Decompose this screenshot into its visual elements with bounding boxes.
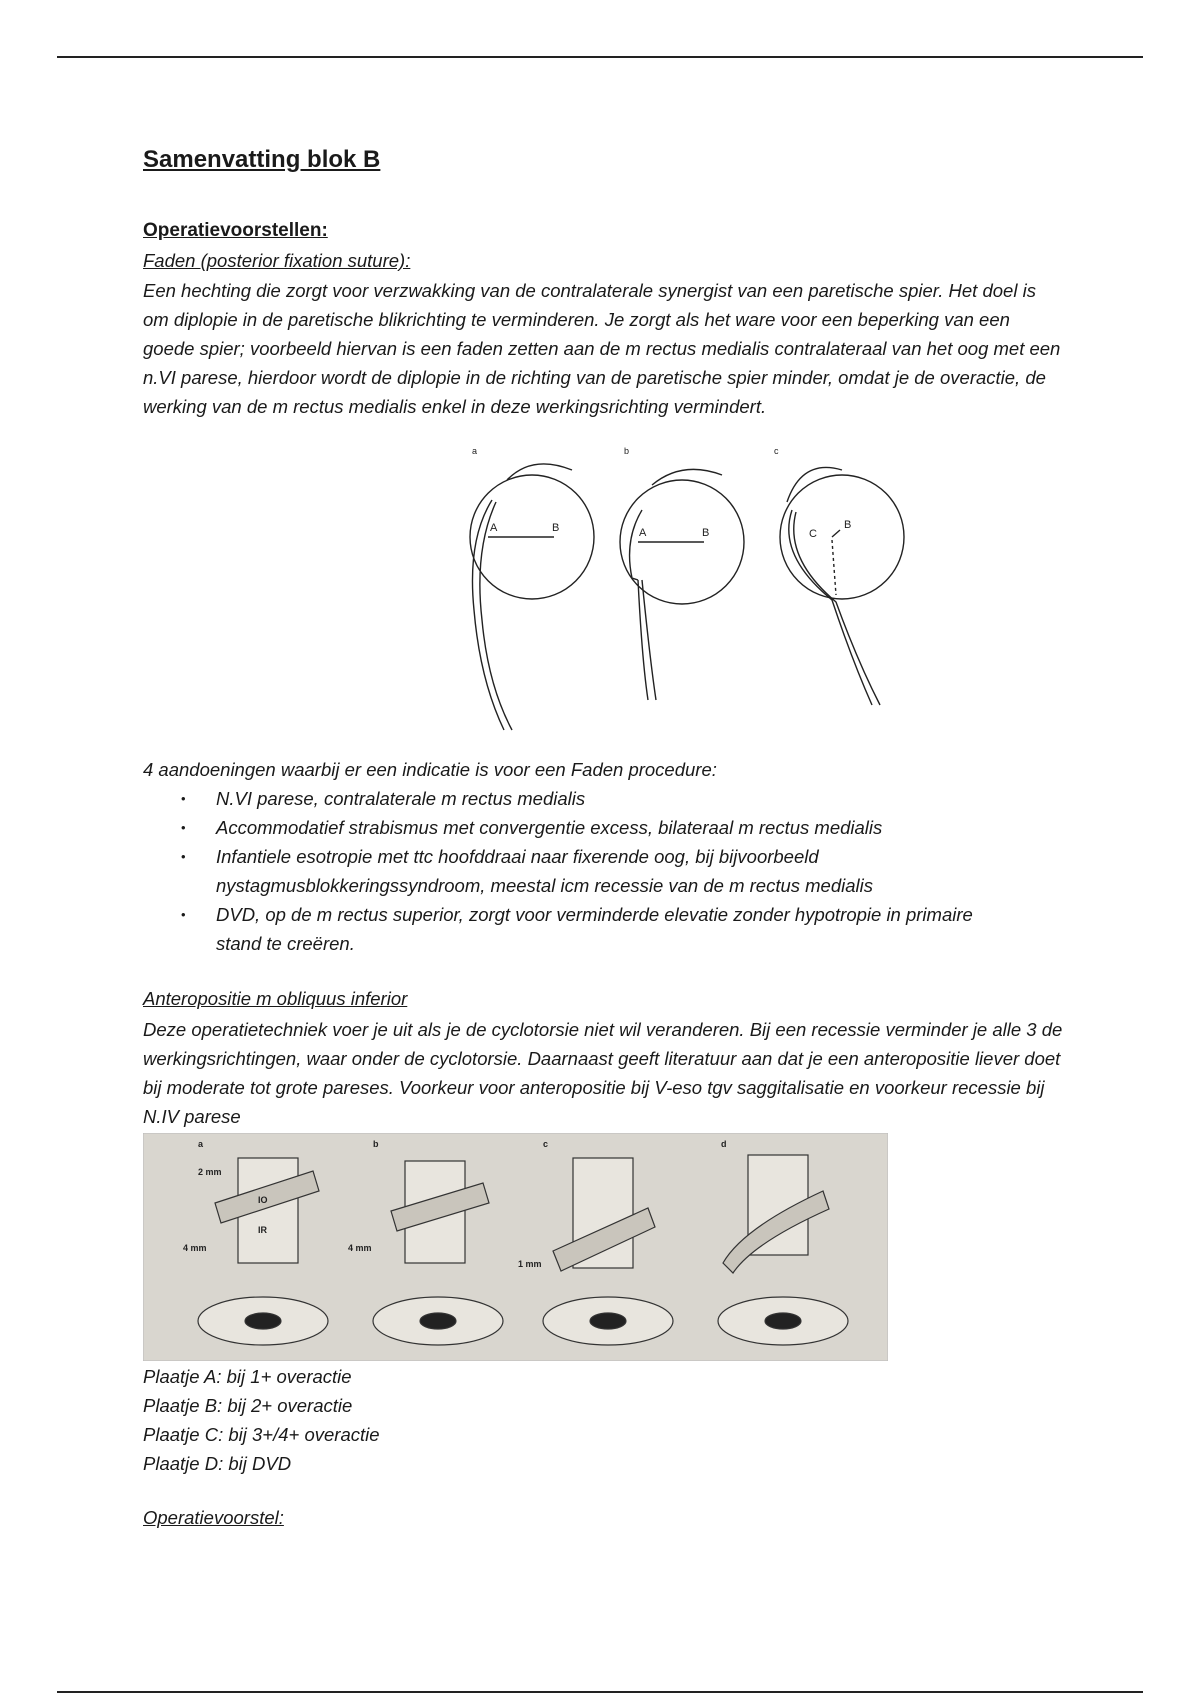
list-item: • N.VI parese, contralaterale m rectus medialis (143, 784, 983, 813)
faden-heading: Faden (posterior fixation suture): (143, 250, 411, 271)
panel-label-c: c (543, 1139, 549, 1149)
plaatje-caption: Plaatje C: bij 3+/4+ overactie (143, 1424, 380, 1445)
list-item: • Infantiele esotropie met ttc hoofddraai naar fixerende oog, bij bijvoorbeeld nystagmusblokkeringssyndroom, meestal icm recessie van de m rectus medialis (143, 842, 983, 900)
point-label-b1: A (639, 527, 647, 539)
muscle-c1 (789, 510, 872, 705)
panel-label-c: c (774, 446, 779, 456)
dim-label-2mm: 2 mm (198, 1167, 222, 1177)
plaatje-caption: Plaatje B: bij 2+ overactie (143, 1395, 353, 1416)
plaatje-caption: Plaatje D: bij DVD (143, 1453, 292, 1474)
muscle-a1 (472, 500, 504, 730)
point-label-a1: A (490, 522, 498, 534)
ir-label: IR (258, 1225, 267, 1235)
anteropositie-paragraph: Deze operatietechniek voer je uit als je de cyclotorsie niet wil veranderen. Bij een recessie verminder je alle 3 de werkingsrichtingen, waar onder de cyclotorsie. Daarnaast geeft literatuur aan dat je een anteropositie liever doet bij moderate tot grote pareses. Voorkeur voor anteropositie bij V-eso tgv saggitalisatie en voorkeur recessie bij N.IV parese (143, 1019, 1063, 1127)
muscle-a2 (480, 502, 512, 730)
page-title: Samenvatting blok B (143, 146, 381, 173)
panel-label-b: b (624, 446, 630, 456)
muscle-b2 (638, 580, 656, 700)
anteropositie-figure (143, 1133, 888, 1361)
point-label-c1: C (809, 528, 817, 540)
point-label-c2: B (844, 519, 852, 531)
panel-label-a: a (198, 1139, 204, 1149)
operatievoorstel-heading: Operatievoorstel: (143, 1507, 284, 1528)
muscle-b1 (630, 510, 642, 580)
muscle-c2 (794, 512, 880, 705)
indicaties-intro: 4 aandoeningen waarbij er een indicatie is voor een Faden procedure: (143, 759, 717, 780)
dim-label-4mm-b: 4 mm (348, 1243, 372, 1253)
plaatje-caption: Plaatje A: bij 1+ overactie (143, 1366, 352, 1387)
pupil-c (590, 1313, 626, 1329)
faden-paragraph: Een hechting die zorgt voor verzwakking van de contralaterale synergist van een paretische spier. Het doel is om diplopie in de paretische blikrichting te verminderen. Je zorgt als het ware voor een beperking van een goede spier; voorbeeld hiervan is een faden zetten aan de m rectus medialis contralateraal van het oog met een n.VI parese, hierdoor wordt de diplopie in de richting van de paretische spier minder, omdat je de overactie, de werking van de m rectus medialis enkel in deze werkingsrichting vermindert. (143, 280, 1061, 417)
indicaties-list (143, 784, 983, 958)
dim-label-1mm: 1 mm (518, 1259, 542, 1269)
point-label-b2: B (702, 527, 710, 539)
lever-line-c (832, 530, 840, 537)
list-item: • DVD, op de m rectus superior, zorgt voor verminderde elevatie zonder hypotropie in primaire stand te creëren. (143, 900, 983, 958)
list-item: • Accommodatief strabismus met convergentie excess, bilateraal m rectus medialis (143, 813, 983, 842)
eye-circle-c (780, 475, 904, 599)
plaatjes-list (143, 1362, 380, 1478)
io-label: IO (258, 1195, 268, 1205)
panel-label-d: d (721, 1139, 727, 1149)
panel-label-b: b (373, 1139, 379, 1149)
dashed-line-c (832, 540, 836, 595)
top-rule (57, 56, 1143, 58)
pupil-d (765, 1313, 801, 1329)
anteropositie-heading: Anteropositie m obliquus inferior (143, 988, 408, 1009)
pupil-a (245, 1313, 281, 1329)
panel-label-a: a (472, 446, 478, 456)
bottom-rule (57, 1691, 1143, 1693)
dim-label-4mm-a: 4 mm (183, 1243, 207, 1253)
pupil-b (420, 1313, 456, 1329)
operatie-heading: Operatievoorstellen: (143, 220, 328, 241)
faden-figure (452, 440, 932, 740)
point-label-a2: B (552, 522, 560, 534)
